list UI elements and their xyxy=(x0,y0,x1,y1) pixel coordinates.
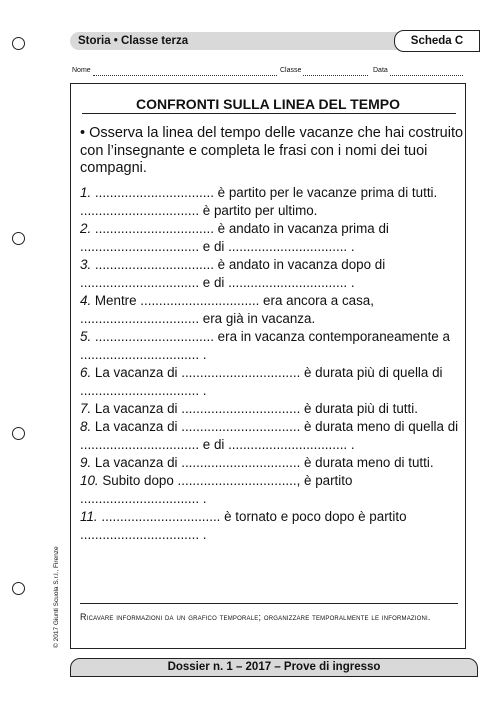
exercise-list xyxy=(80,184,464,544)
exercise-item[interactable]: 8. La vacanza di ................................ è durata meno di quella di ................................ e di ................................ . xyxy=(80,419,459,452)
skills-divider xyxy=(80,603,458,604)
exercise-item[interactable]: 4. Mentre ................................ era ancora a casa, ................................ era già in vacanza. xyxy=(80,293,374,326)
binder-hole-2 xyxy=(12,232,25,245)
nome-label: Nome xyxy=(72,67,91,74)
nome-dots xyxy=(93,68,277,76)
data-field[interactable] xyxy=(373,66,463,76)
exercise-item[interactable]: 7. La vacanza di ................................ è durata più di tutti. xyxy=(80,401,418,416)
exercise-item[interactable]: 3. ................................ è andato in vacanza dopo di ................................ e di ................................ . xyxy=(80,257,386,290)
binder-hole-3 xyxy=(12,427,25,440)
worksheet-title: CONFRONTI SULLA LINEA DEL TEMPO xyxy=(136,96,400,112)
data-label: Data xyxy=(373,67,388,74)
instruction-body: Osserva la linea del tempo delle vacanze che hai costruito con l’insegnante e completa le frasi con i nomi dei tuoi compagni. xyxy=(80,125,464,176)
exercise-item[interactable]: 9. La vacanza di ................................ è durata meno di tutti. xyxy=(80,455,434,470)
binder-hole-4 xyxy=(12,582,25,595)
copyright-notice: © 2017 Giunti Scuola S.r.l., Firenze xyxy=(53,546,60,648)
skills-note: Ricavare informazioni da un grafico temporale; organizzare temporalmente le informazioni. xyxy=(80,612,431,622)
classe-label: Classe xyxy=(280,67,302,74)
exercise-item[interactable]: 1. ................................ è partito per le vacanze prima di tutti. ................................ è partito per ultimo. xyxy=(80,185,438,218)
instruction-text xyxy=(80,125,464,178)
footer-text: Dossier n. 1 – 2017 – Prove di ingresso xyxy=(167,661,381,673)
exercise-item[interactable]: 10. Subito dopo ................................, è partito ................................ . xyxy=(80,473,353,506)
nome-field[interactable] xyxy=(72,66,277,76)
binder-hole-1 xyxy=(12,37,25,50)
bullet-icon: • xyxy=(80,125,86,141)
exercise-item[interactable]: 11. ................................ è tornato e poco dopo è partito ................................ . xyxy=(80,509,407,542)
header-title: Storia • Classe terza xyxy=(78,35,189,47)
data-dots xyxy=(390,68,463,76)
exercise-item[interactable]: 2. ................................ è andato in vacanza prima di ................................ e di ................................ . xyxy=(80,221,389,254)
classe-dots xyxy=(303,68,368,76)
title-underline xyxy=(82,113,456,114)
exercise-item[interactable]: 6. La vacanza di ................................ è durata più di quella di ................................ . xyxy=(80,365,443,398)
scheda-label: Scheda C xyxy=(394,30,480,52)
classe-field[interactable] xyxy=(280,66,368,76)
exercise-item[interactable]: 5. ................................ era in vacanza contemporaneamente a ................................ . xyxy=(80,329,450,362)
